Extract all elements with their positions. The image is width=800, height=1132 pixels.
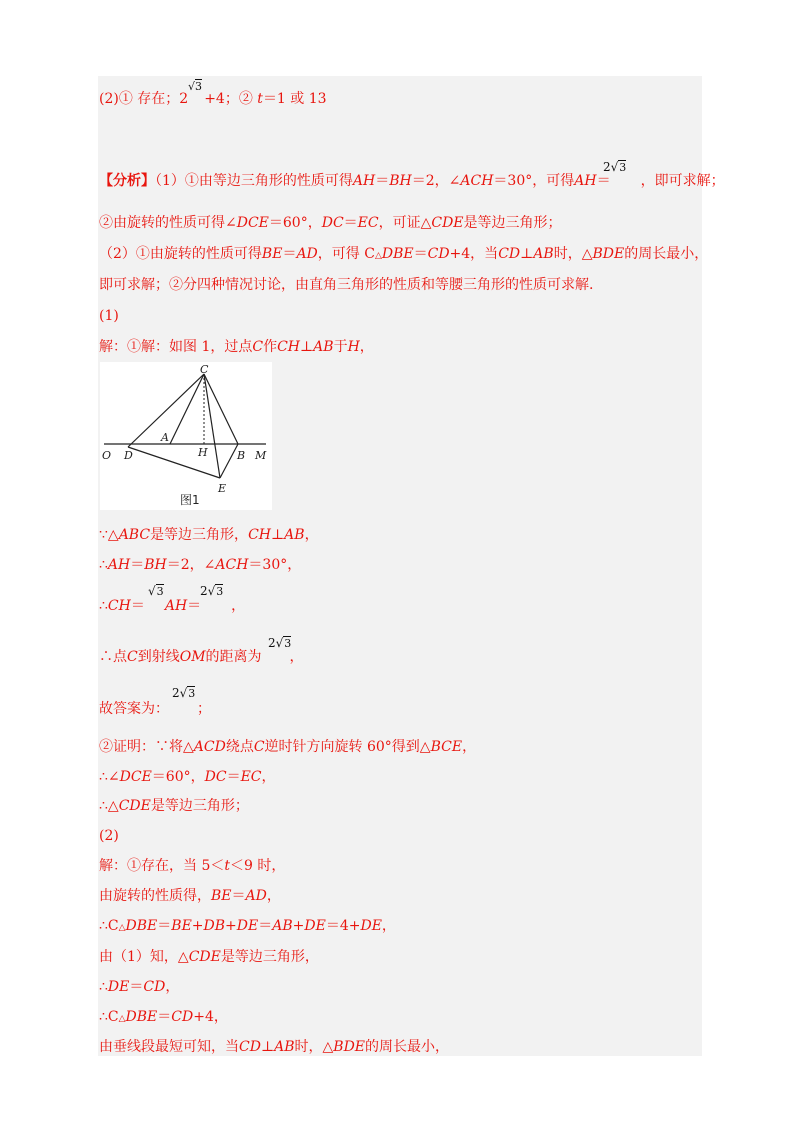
subscript-triangle: △ <box>118 1014 126 1024</box>
var: DCE <box>119 769 152 785</box>
var: CH <box>248 527 271 543</box>
var: EC <box>357 215 379 231</box>
text: ∴C <box>99 918 119 934</box>
text: ，可得 C <box>317 246 375 262</box>
text: 解：①解：如图 1，过点 <box>99 339 253 355</box>
text: ∴ <box>99 979 108 995</box>
text: ⊥ <box>520 246 534 262</box>
var: AB <box>533 246 554 262</box>
var: BE <box>261 246 283 262</box>
coef: 2 <box>268 636 276 650</box>
figure-1 <box>100 362 272 510</box>
text: ＝ <box>130 557 145 573</box>
text: ＝ <box>343 215 358 231</box>
text: + <box>191 918 204 934</box>
part2-line-3 <box>99 917 396 937</box>
text: ＝1 或 13 <box>262 91 327 107</box>
text: ＝ <box>258 918 273 934</box>
text: ＝30°， <box>248 557 302 573</box>
var: BH <box>144 557 167 573</box>
text: ， <box>304 527 319 543</box>
text: ， <box>289 649 304 665</box>
text: ∴ <box>99 598 108 614</box>
math-2sqrt3: 2√3 <box>200 584 224 598</box>
text: ＝ <box>282 246 297 262</box>
subscript-triangle: △ <box>118 923 126 933</box>
coef: 2 <box>603 160 611 174</box>
var: CD <box>427 246 450 262</box>
sqrt-radicand: 3 <box>216 585 224 598</box>
coef: 2 <box>200 584 208 598</box>
text: 由垂线段最短可知，当 <box>99 1039 239 1055</box>
text: （2）①由旋转的性质可得 <box>99 246 262 262</box>
text: ， <box>381 918 396 934</box>
solution-line-3 <box>99 556 301 574</box>
segment-CA <box>170 374 204 444</box>
var: EC <box>240 769 262 785</box>
var: AB <box>313 339 334 355</box>
text: ＝60°， <box>268 215 322 231</box>
part1-label: (1) <box>99 308 119 324</box>
analysis-line-3 <box>99 245 708 265</box>
label-C: C <box>200 363 209 376</box>
text: 由（1）知，△ <box>99 949 189 965</box>
var: OM <box>179 649 206 665</box>
text: 时，△ <box>294 1039 334 1055</box>
text: 逆时针方向旋转 60°得到△ <box>264 739 431 755</box>
text: 于 <box>333 339 348 355</box>
text: ， <box>462 739 477 755</box>
solution-line-4 <box>99 597 245 615</box>
sqrt-radicand: 3 <box>619 161 627 174</box>
text: +4， <box>193 1009 228 1025</box>
var: CH <box>107 598 131 614</box>
text: ⊥ <box>300 339 314 355</box>
text: +4；② <box>204 91 258 107</box>
text: ＝ <box>226 769 241 785</box>
text: 故答案为： <box>99 701 169 717</box>
var: DE <box>304 918 326 934</box>
var: CDE <box>188 949 221 965</box>
sqrt-radicand: 3 <box>188 687 196 700</box>
text: ＝2，∠ <box>166 557 216 573</box>
label-A: A <box>161 431 169 444</box>
text: ＝4+ <box>325 918 361 934</box>
var: AH <box>352 173 376 189</box>
geometry-diagram <box>100 362 272 510</box>
text: ②由旋转的性质可得∠ <box>99 215 237 231</box>
var: DE <box>107 979 130 995</box>
var: C <box>253 739 265 755</box>
answer-line <box>99 700 211 718</box>
var: DE <box>360 918 382 934</box>
text: ⊥ <box>260 1039 275 1055</box>
text: +4，当 <box>449 246 499 262</box>
var: DC <box>204 769 227 785</box>
math-2sqrt3: 2√3 <box>172 686 196 700</box>
text: 是等边三角形； <box>150 798 249 814</box>
part2-label: (2) <box>99 828 119 844</box>
var: C <box>252 339 264 355</box>
text: ∴ <box>99 557 108 573</box>
var: CDE <box>118 798 151 814</box>
part2-line-6 <box>99 1008 228 1028</box>
analysis-line-1 <box>99 172 725 190</box>
var: AB <box>274 1039 295 1055</box>
solution-line-1 <box>99 338 374 356</box>
text: 的周长最小， <box>365 1039 450 1055</box>
segment-BE <box>220 444 238 478</box>
text: ＝ <box>413 246 428 262</box>
text: ∴∠ <box>99 769 120 785</box>
part2-line-4 <box>99 948 319 966</box>
text: ＝ <box>231 888 246 904</box>
var-t: t <box>224 858 230 874</box>
text: ＝ <box>157 1009 172 1025</box>
figure-caption: 图1 <box>180 493 200 507</box>
var: BH <box>389 173 412 189</box>
var: H <box>347 339 360 355</box>
text: ＝30°，可得 <box>493 173 575 189</box>
var: ABC <box>118 527 151 543</box>
text: 解：①存在，当 5＜ <box>99 858 225 874</box>
text: ∴点 <box>99 649 127 665</box>
var: AH <box>164 598 188 614</box>
var: CD <box>143 979 166 995</box>
text: 由旋转的性质得， <box>99 888 211 904</box>
var: DBE <box>125 918 158 934</box>
text: ， <box>261 769 276 785</box>
text: ∴C <box>99 1009 119 1025</box>
label-H: H <box>198 446 208 459</box>
text: ， <box>231 598 246 614</box>
text: ∴△ <box>99 798 119 814</box>
var: DE <box>236 918 259 934</box>
analysis-label: 【分析】 <box>99 173 155 189</box>
label-M: M <box>255 449 267 462</box>
text: ， <box>165 979 180 995</box>
var: AH <box>107 557 131 573</box>
var: AH <box>574 173 597 189</box>
label-B: B <box>237 449 246 462</box>
var: CD <box>171 1009 194 1025</box>
math-sqrt3: √3 <box>148 584 164 598</box>
text: ⊥ <box>270 527 285 543</box>
text: 时，△ <box>553 246 593 262</box>
var: BCE <box>430 739 463 755</box>
text: 绕点 <box>225 739 254 755</box>
text: ＝ <box>157 918 172 934</box>
var: ACH <box>460 173 494 189</box>
answer-summary-line <box>99 90 327 108</box>
text: ＝ <box>130 598 145 614</box>
var-t: t <box>257 91 263 107</box>
label-D: D <box>124 449 133 462</box>
var: CDE <box>431 215 464 231</box>
text: + <box>225 918 237 934</box>
text: 是等边三角形； <box>463 215 562 231</box>
subscript-triangle: △ <box>374 251 382 261</box>
var: ACD <box>193 739 226 755</box>
var: ACH <box>215 557 249 573</box>
text: (2)① 存在；2 <box>99 91 189 107</box>
text: ， <box>266 888 281 904</box>
var: DBE <box>381 246 414 262</box>
solution-line-2 <box>99 526 319 544</box>
analysis-line-2 <box>99 214 562 232</box>
text: ， <box>359 339 374 355</box>
proof-line-2 <box>99 768 276 786</box>
analysis-line-4: 即可求解；②分四种情况讨论，由直角三角形的性质和等腰三角形的性质可求解. <box>99 277 594 293</box>
proof-line-3 <box>99 797 249 815</box>
text: ∵△ <box>99 527 119 543</box>
text: （1）①由等边三角形的性质可得 <box>155 173 353 189</box>
text: ＝ <box>375 173 390 189</box>
text: ＝ <box>187 598 202 614</box>
var: C <box>127 649 138 665</box>
sqrt3-exponent: √3 <box>188 80 203 93</box>
var: DB <box>203 918 226 934</box>
text: 是等边三角形， <box>220 949 319 965</box>
text: 到射线 <box>137 649 180 665</box>
text: + <box>292 918 305 934</box>
var: BDE <box>592 246 625 262</box>
label-E: E <box>218 482 227 495</box>
var: BDE <box>333 1039 366 1055</box>
text: ②证明：∵将△ <box>99 739 194 755</box>
sqrt-radicand: 3 <box>156 585 164 598</box>
var: BE <box>211 888 232 904</box>
proof-line-1 <box>99 738 476 756</box>
var: AD <box>296 246 318 262</box>
text: 的距离为 <box>205 649 262 665</box>
var: DC <box>321 215 344 231</box>
text: ＜9 时， <box>230 858 286 874</box>
text: ＝ <box>596 173 611 189</box>
text: ，即可求解； <box>640 173 725 189</box>
text: ＝60°， <box>151 769 205 785</box>
solution-line-5 <box>99 648 304 666</box>
text: 的周长最小， <box>624 246 709 262</box>
part2-line-7 <box>99 1038 449 1056</box>
label-O: O <box>102 449 112 462</box>
var: DBE <box>125 1009 158 1025</box>
var: AD <box>245 888 267 904</box>
text: ＝2，∠ <box>411 173 461 189</box>
part2-line-1 <box>99 857 285 875</box>
part2-line-5 <box>99 978 179 996</box>
sqrt-radicand: 3 <box>195 80 203 93</box>
part2-line-2 <box>99 887 281 905</box>
coef: 2 <box>172 686 180 700</box>
var: AB <box>284 527 305 543</box>
math-2sqrt3: 2√3 <box>603 160 627 174</box>
var: AB <box>272 918 293 934</box>
text: 是等边三角形， <box>150 527 249 543</box>
sqrt-radicand: 3 <box>284 637 292 650</box>
text: ＝ <box>129 979 144 995</box>
var: BE <box>171 918 192 934</box>
text: ，可证△ <box>378 215 432 231</box>
var: CD <box>239 1039 261 1055</box>
var: CH <box>277 339 300 355</box>
text: 作 <box>263 339 278 355</box>
var: DCE <box>236 215 269 231</box>
text: ； <box>197 701 211 717</box>
math-2sqrt3: 2√3 <box>268 636 292 650</box>
var: CD <box>498 246 521 262</box>
